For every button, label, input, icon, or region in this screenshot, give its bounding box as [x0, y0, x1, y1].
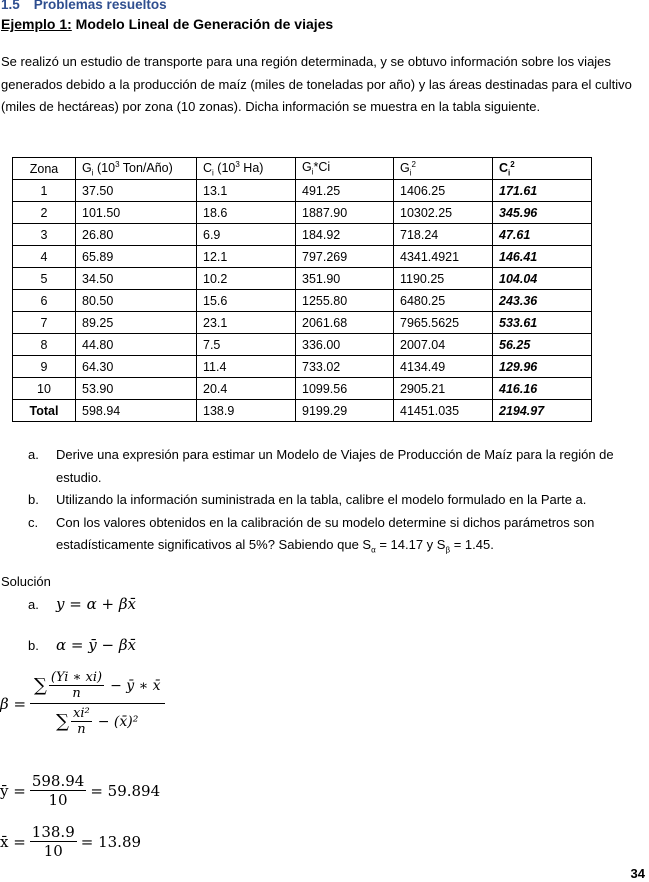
intro-paragraph: Se realizó un estudio de transporte para una región determinada, y se obtuvo información sobre los viajes generados debido a la producción de maíz (miles de toneladas por año) y las áreas destinadas para el cultivo (miles de hectáreas) por zona (10 zonas). Dicha información se muestra en la tabla siguiente. [1, 54, 632, 114]
ybar-formula: ȳ = $\frac{598.94}{10}$ = 59.894 [0, 772, 161, 809]
question-item: b. Utilizando la información suministrada en la tabla, calibre el modelo formulado en la Parte a. [28, 492, 587, 507]
xbar-formula: x̄ = $\frac{138.9}{10}$ = 13.89 [0, 823, 142, 860]
header-g2: $G_i^2$ [394, 158, 493, 180]
example-title: Modelo Lineal de Generación de viajes [71, 16, 334, 32]
question-item: c. Con los valores obtenidos en la calibración de su modelo determine si dichos parámetros son estadísticamente significativos al 5%? Sabiendo que $S_\alpha = 14.17$ y $S_\beta = 1.45$. [28, 514, 595, 555]
equation-b: b. α = ȳ − βx̄ [28, 636, 136, 654]
table-row: 10 53.90 20.4 1099.56 2905.21 416.16 [13, 378, 592, 400]
solution-label: Solución [1, 574, 51, 589]
beta-formula: β = ∑ $\frac{(Yi ∗ xi)}{n}$ − ȳ ∗ x̄ ∑ $\frac{\text{xi²}}{n}$ − (x̄)² [0, 670, 165, 737]
equation-a: a. y = α + βx̄ [28, 595, 136, 613]
table-row: 3 26.80 6.9 184.92 718.24 47.61 [13, 224, 592, 246]
example-label: Ejemplo 1: [1, 16, 72, 32]
section-number: 1.5 [1, 0, 20, 12]
table-row: 5 34.50 10.2 351.90 1190.25 104.04 [13, 268, 592, 290]
table-header-row [13, 158, 592, 180]
page-number: 34 [630, 866, 645, 881]
example-heading [1, 16, 333, 32]
question-list [28, 444, 638, 562]
header-c: $C_i$ ($10^3$ Ha) [197, 158, 296, 180]
table-row: 1 37.50 13.1 491.25 1406.25 171.61 [13, 180, 592, 202]
header-g: $G_i$ ($10^3$ Ton/Año) [76, 158, 197, 180]
table-row: 8 44.80 7.5 336.00 2007.04 56.25 [13, 334, 592, 356]
section-heading [1, 0, 167, 12]
header-zona: Zona [13, 158, 76, 180]
table-row: 9 64.30 11.4 733.02 4134.49 129.96 [13, 356, 592, 378]
table-row: 4 65.89 12.1 797.269 4341.4921 146.41 [13, 246, 592, 268]
table-row: 7 89.25 23.1 2061.68 7965.5625 533.61 [13, 312, 592, 334]
table-total-row: Total 598.94 138.9 9199.29 41451.035 2194.97 [13, 400, 592, 422]
header-gc: $G_i*Ci$ [296, 158, 394, 180]
question-item: a. Derive una expresión para estimar un Modelo de Viajes de Producción de Maíz para la región de estudio. [28, 447, 614, 485]
table-row: 2 101.50 18.6 1887.90 10302.25 345.96 [13, 202, 592, 224]
section-title: Problemas resueltos [33, 0, 167, 12]
table-row: 6 80.50 15.6 1255.80 6480.25 243.36 [13, 290, 592, 312]
data-table [12, 157, 592, 422]
header-c2: $C_i^2$ [493, 158, 592, 180]
